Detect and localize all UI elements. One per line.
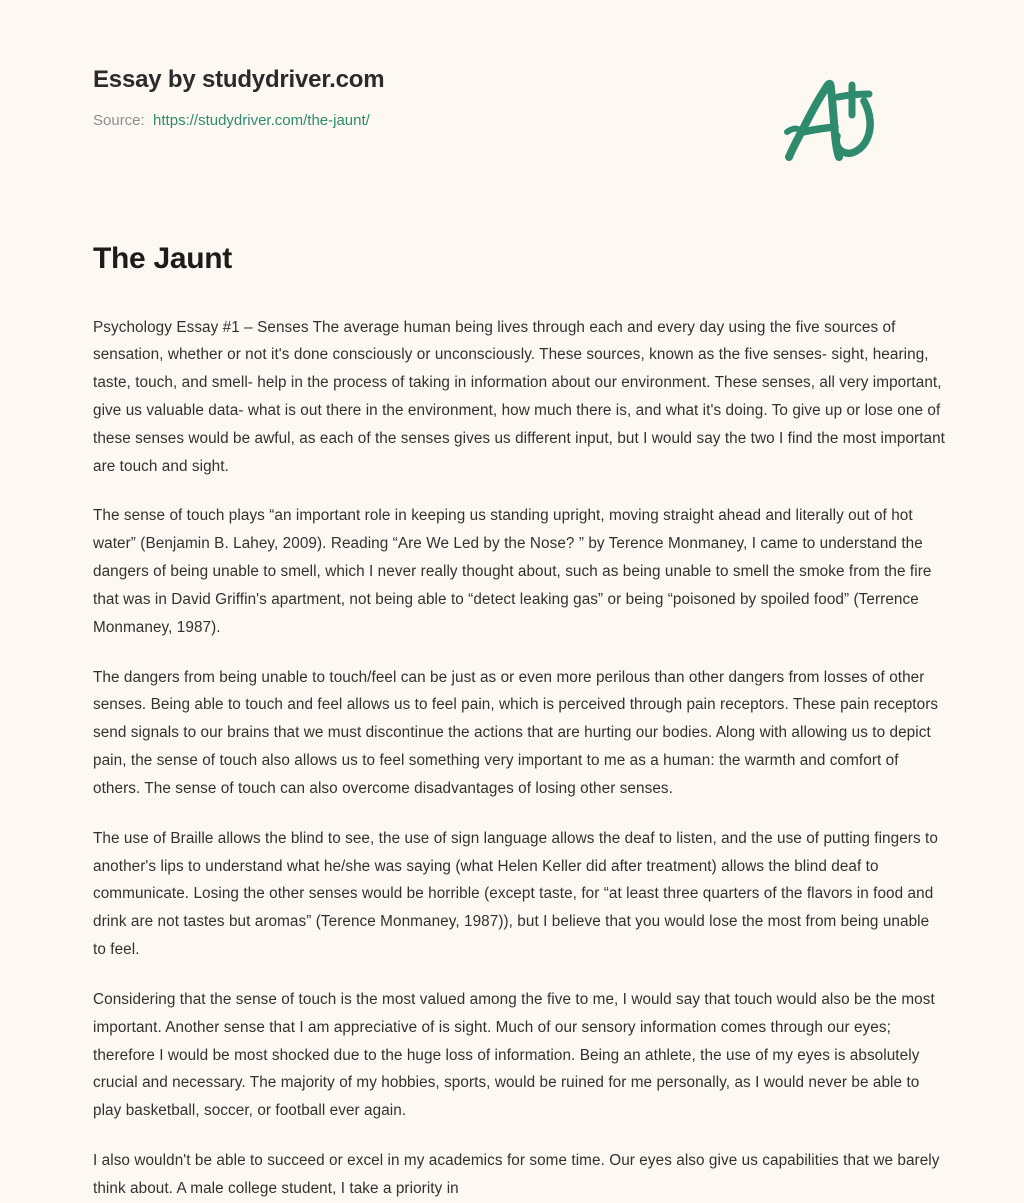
paragraph: Considering that the sense of touch is the most valued among the five to me, I would say that touch would also be the most important. Another sense that I am appreciative of is sight. Much of our sensory information comes through our eyes; therefore I would be most shocked due to the huge loss of information. Being an athlete, the use of my eyes is absolutely crucial and necessary. The majority of my hobbies, sports, would be ruined for me personally, as I would never be able to play basketball, soccer, or football ever again. [93,990,935,1120]
source-label: Source: [93,111,145,129]
paragraph: The dangers from being unable to touch/feel can be just as or even more perilous than other dangers from losses of other senses. Being able to touch and feel allows us to feel pain, which is perceived through pain receptors. These pain receptors send signals to our brains that we must discontinue the actions that are hurting our bodies. Along with allowing us to depict pain, the sense of touch also allows us to feel something very important to me as a human: the warmth and comfort of others. The sense of touch can also overcome disadvantages of losing other senses. [93,668,939,797]
paragraph: The use of Braille allows the blind to see, the use of sign language allows the deaf to listen, and the use of putting fingers to another's lips to understand what he/she was saying (what Helen Keller did after treatment) allows the blind deaf to communicate. Losing the other senses would be horrible (except taste, for “at least three quarters of the flavors in food and drink are not tastes but aromas” (Terence Monmaney, 1987)), but I believe that you would lose the most from being unable to feel. [93,829,938,959]
page-header [0,0,1024,185]
source-url-link[interactable]: https://studydriver.com/the-jaunt/ [153,111,370,129]
brand-block [93,60,384,130]
page-title: The Jaunt [93,242,232,275]
paragraph: Psychology Essay #1 – Senses The average human being lives through each and every day using the five sources of sensation, whether or not it's done consciously or unconsciously. These sources, known as the five senses- sight, hearing, taste, touch, and smell- help in the process of taking in information about our environment. These senses, all very important, give us valuable data- what is out there in the environment, how much there is, and what it's doing. To give up or lose one of these senses would be awful, as each of the senses gives us different input, but I would say the two I find the most important are touch and sight. [93,318,946,475]
paragraph: I also wouldn't be able to succeed or excel in my academics for some time. Our eyes also give us capabilities that we barely think about. A male college student, I take a priority in [93,1152,940,1197]
article [93,240,945,1203]
a-plus-logo-icon [772,62,884,174]
article-body [93,314,945,1203]
paragraph: The sense of touch plays “an important role in keeping us standing upright, moving straight ahead and literally out of hot water” (Benjamin B. Lahey, 2009). Reading “Are We Led by the Nose? ” by Terence Monmaney, I came to understand the dangers of being unable to smell, which I never really thought about, such as being unable to smell the smoke from the fire that was in David Griffin's apartment, not being able to “detect leaking gas” or being “poisoned by spoiled food” (Terrence Monmaney, 1987). [93,507,932,636]
brand-title: Essay by studydriver.com [93,66,385,93]
source-line [93,111,384,131]
